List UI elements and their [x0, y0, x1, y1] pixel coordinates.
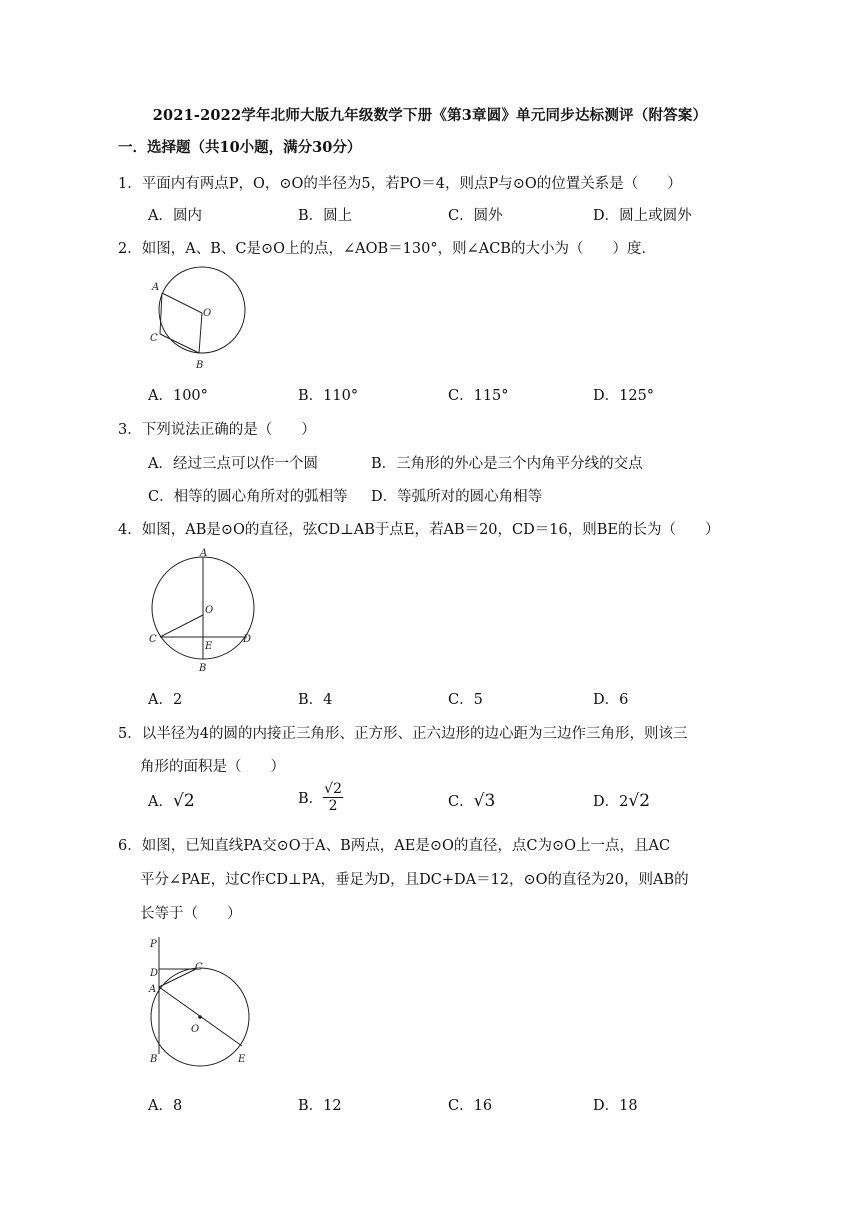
- q1-option-a: A．圆内: [148, 208, 202, 224]
- q4-label-o: O: [205, 605, 214, 616]
- document-title: 2021-2022学年北师大版九年级数学下册《第3章圆》单元同步达标测评（附答案）: [152, 107, 708, 124]
- q6-label-o: O: [191, 1024, 200, 1035]
- q6-label-b: B: [150, 1054, 158, 1065]
- q6-label-e: E: [238, 1054, 246, 1065]
- q6-circle-figure: [143, 932, 263, 1072]
- q2-label-b: B: [196, 360, 204, 371]
- question-3-text: 3．下列说法正确的是（ ）: [118, 422, 316, 438]
- q2-label-c: C: [150, 333, 158, 344]
- q6-label-a: A: [149, 984, 157, 995]
- q4-label-c: C: [149, 634, 157, 645]
- q2-option-c: C．115°: [448, 388, 509, 404]
- question-1-text: 1．平面内有两点P，O，⊙O的半径为5，若PO＝4，则点P与⊙O的位置关系是（ ）: [118, 176, 682, 192]
- q4-option-c: C．5: [448, 692, 483, 708]
- q6-option-c: C．16: [448, 1098, 493, 1114]
- section-heading: 一．选择题（共10小题，满分30分）: [118, 139, 362, 156]
- q3-option-a: A．经过三点可以作一个圆: [148, 456, 318, 472]
- q4-circle-figure: [143, 545, 263, 675]
- q4-option-b: B．4: [298, 692, 333, 708]
- q5-option-a-value: √2: [172, 791, 195, 811]
- q2-option-a: A．100°: [148, 388, 208, 404]
- q5-option-b: B． $\frac{√2}{2}$: [298, 781, 342, 814]
- q6-label-d: D: [150, 968, 159, 979]
- q5-option-b-fraction: $\frac{√2}{2}$: [324, 781, 342, 814]
- q1-option-b: B．圆上: [298, 208, 353, 224]
- q4-label-a: A: [200, 548, 208, 559]
- q5-option-d: D．2√2: [593, 791, 651, 811]
- question-5-text-line1: 5．以半径为4的圆的内接正三角形、正方形、正六边形的边心距为三边作三角形，则该三: [118, 726, 688, 742]
- q5-option-a: A．√2: [148, 791, 195, 811]
- q2-circle-figure: [143, 264, 253, 374]
- q6-option-d: D．18: [593, 1098, 638, 1114]
- question-6-text-line2: 平分∠PAE，过C作CD⊥PA，垂足为D，且DC+DA＝12，⊙O的直径为20，则AB的: [140, 872, 689, 888]
- question-6-text-line1: 6．如图，已知直线PA交⊙O于A、B两点，AE是⊙O的直径，点C为⊙O上一点，且AC: [118, 838, 671, 854]
- question-5-text-line2: 角形的面积是（ ）: [140, 759, 285, 775]
- q2-label-o: O: [203, 308, 212, 319]
- q3-option-b: B．三角形的外心是三个内角平分线的交点: [371, 456, 643, 472]
- q4-option-a: A．2: [148, 692, 183, 708]
- q6-option-b: B．12: [298, 1098, 342, 1114]
- q5-option-c-value: √3: [473, 791, 496, 811]
- q4-option-d: D．6: [593, 692, 629, 708]
- q4-label-b: B: [199, 663, 207, 674]
- q2-option-d: D．125°: [593, 388, 655, 404]
- q6-label-c: C: [195, 962, 203, 973]
- q4-label-e: E: [205, 641, 213, 652]
- q6-option-a: A．8: [148, 1098, 183, 1114]
- q5-option-c: C．√3: [448, 791, 496, 811]
- q2-label-a: A: [152, 282, 160, 293]
- q1-option-d: D．圆上或圆外: [593, 208, 692, 224]
- q2-option-b: B．110°: [298, 388, 359, 404]
- q4-label-d: D: [243, 634, 252, 645]
- q1-option-c: C．圆外: [448, 208, 503, 224]
- q3-option-c: C．相等的圆心角所对的弧相等: [148, 489, 348, 505]
- q6-label-p: P: [150, 939, 157, 950]
- question-4-text: 4．如图，AB是⊙O的直径，弦CD⊥AB于点E，若AB＝20，CD＝16，则BE的长为（ ）: [118, 522, 720, 538]
- q3-option-d: D．等弧所对的圆心角相等: [371, 489, 543, 505]
- question-2-text: 2．如图，A、B、C是⊙O上的点，∠AOB＝130°，则∠ACB的大小为（ ）度．: [118, 241, 656, 257]
- q5-option-d-value: √2: [628, 791, 651, 811]
- question-6-text-line3: 长等于（ ）: [140, 906, 242, 922]
